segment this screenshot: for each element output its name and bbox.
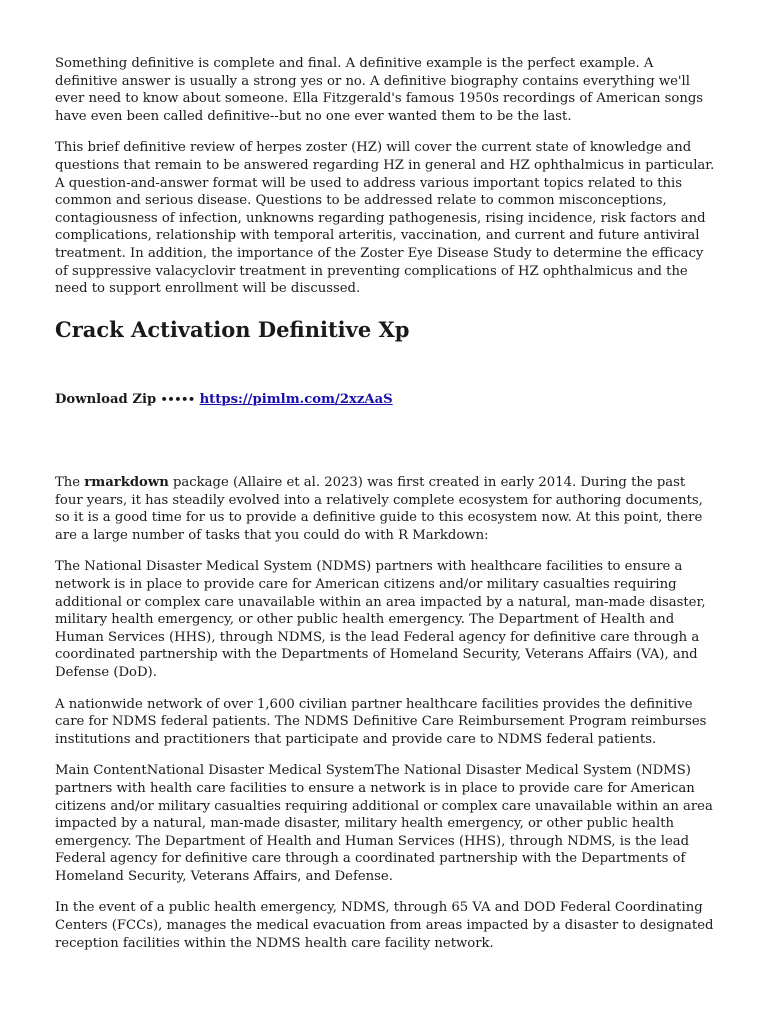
download-label: Download Zip ∙∙∙∙∙ — [55, 392, 195, 407]
rmarkdown-text-after: package (Allaire et al. 2023) was first created in early 2014. During the past four years, it has steadily evolved into a relatively complete ecosystem for authoring documents, so it is a good time for us to provide a definitive guide to this ecosystem now. At this point, there are a large number of tasks that you could do with R Markdown: — [55, 475, 703, 543]
body-section — [55, 474, 715, 966]
download-link[interactable]: https://pimlm.com/2xzAaS — [199, 392, 393, 407]
rmarkdown-text-before: The — [55, 475, 85, 490]
rmarkdown-paragraph — [55, 474, 715, 544]
ndms-paragraph: The National Disaster Medical System (NDMS) partners with healthcare facilities to ensure a network is in place to provide care for American citizens and/or military casualties requiring additional or complex care unavailable within an area impacted by a natural, man-made disaster, military health emergency, or other public health emergency. The Department of Health and Human Services (HHS), through NDMS, is the lead Federal agency for definitive care through a coordinated partnership with the Departments of Homeland Security, Veterans Affairs (VA), and Defense (DoD). — [55, 559, 706, 680]
document-page — [55, 55, 715, 951]
intro-paragraph-1: Something definitive is complete and final. A definitive example is the perfect example. A definitive answer is usually a strong yes or no. A definitive biography contains everything we'll ever need to know about someone. Ella Fitzgerald's famous 1950s recordings of American songs have even been called definitive--but no one ever wanted them to be the last. — [55, 56, 704, 124]
network-paragraph: A nationwide network of over 1,600 civilian partner healthcare facilities provides the definitive care for NDMS federal patients. The NDMS Definitive Care Reimbursement Program reimburses institutions and practitioners that participate and provide care to NDMS federal patients. — [55, 696, 707, 747]
page-heading: Crack Activation Definitive Xp — [55, 317, 410, 342]
download-line — [55, 391, 393, 409]
intro-paragraph-2: This brief definitive review of herpes zoster (HZ) will cover the current state of knowledge and questions that remain to be answered regarding HZ in general and HZ ophthalmicus in particular. A question-and-answer format will be used to address various important topics related to this common and serious disease. Questions to be addressed relate to common misconceptions, contagiousness of infection, unknowns regarding pathogenesis, rising incidence, risk factors and complications, relationship with temporal arteritis, vaccination, and current and future antiviral treatment. In addition, the importance of the Zoster Eye Disease Study to determine the efficacy of suppressive valacyclovir treatment in preventing complications of HZ ophthalmicus and the need to support enrollment will be discussed. — [55, 140, 715, 297]
rmarkdown-bold: rmarkdown — [84, 475, 169, 490]
emergency-paragraph: In the event of a public health emergency, NDMS, through 65 VA and DOD Federal Coordinating Centers (FCCs), manages the medical evacuation from areas impacted by a disaster to designated reception facilities within the NDMS health care facility network. — [55, 900, 714, 951]
main-content-paragraph: Main ContentNational Disaster Medical SystemThe National Disaster Medical System (NDMS) partners with health care facilities to ensure a network is in place to provide care for American citizens and/or military casualties requiring additional or complex care unavailable within an area impacted by a natural, man-made disaster, military health emergency, or other public health emergency. The Department of Health and Human Services (HHS), through NDMS, is the lead Federal agency for definitive care through a coordinated partnership with the Departments of Homeland Security, Veterans Affairs, and Defense. — [55, 763, 713, 884]
